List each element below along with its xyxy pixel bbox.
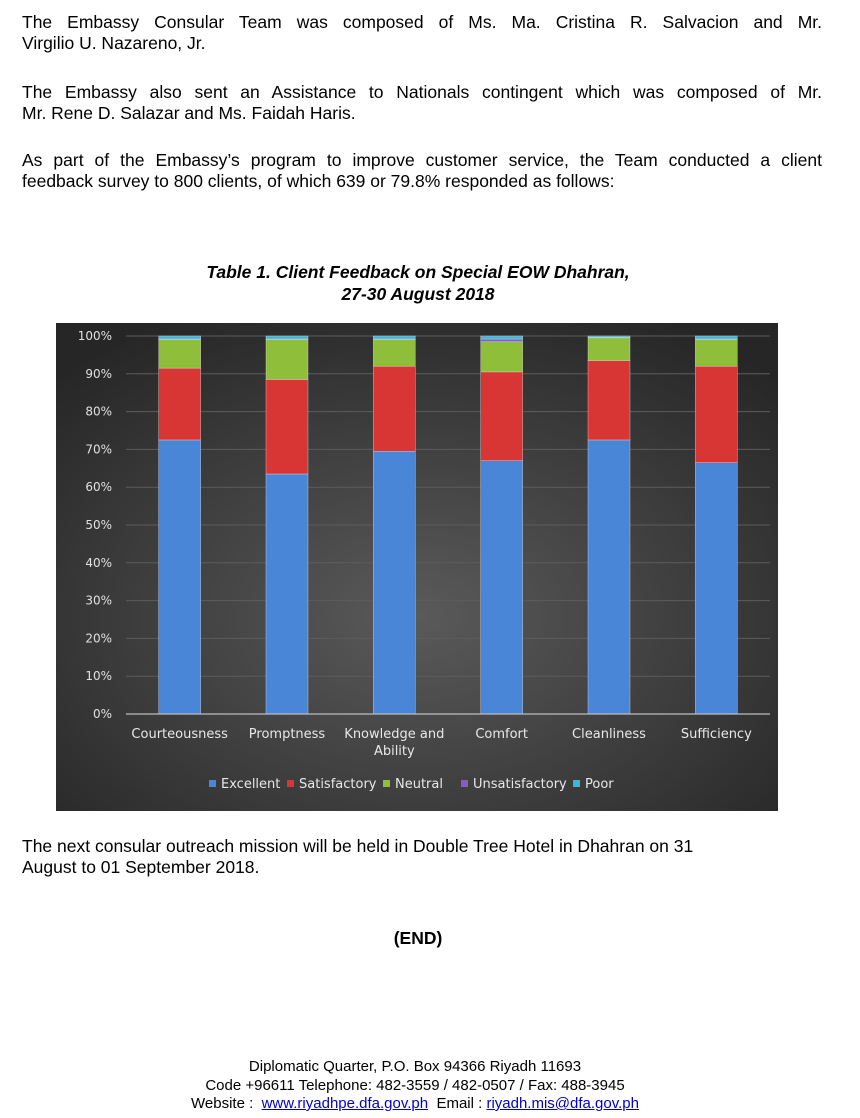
y-tick-label: 80% xyxy=(85,404,112,419)
x-tick-label: Cleanliness xyxy=(572,727,646,742)
paragraph-line: The next consular outreach mission will be held in Double Tree Hotel in Dhahran on 31 xyxy=(22,836,694,856)
bar-segment xyxy=(588,336,630,338)
paragraph-feedback-survey xyxy=(22,150,822,192)
bar-segment xyxy=(481,342,523,372)
bar-segment xyxy=(695,463,737,714)
legend-label: Poor xyxy=(585,777,614,792)
y-tick-label: 0% xyxy=(92,707,112,721)
y-tick-label: 30% xyxy=(85,593,112,608)
table-caption-line2: 27-30 August 2018 xyxy=(341,284,495,304)
legend-label: Unsatisfactory xyxy=(473,777,567,792)
y-tick-label: 60% xyxy=(85,480,112,495)
footer-address: Diplomatic Quarter, P.O. Box 94366 Riyadh 11693 xyxy=(248,1058,582,1075)
bar-segment xyxy=(481,372,523,461)
y-tick-label: 10% xyxy=(85,669,112,684)
website-link[interactable]: www.riyadhpe.dfa.gov.ph xyxy=(261,1095,429,1112)
y-tick-label: 40% xyxy=(85,555,112,570)
bar-segment xyxy=(373,340,415,366)
legend-label: Excellent xyxy=(221,777,281,792)
email-label: Email : xyxy=(436,1095,483,1112)
chart-svg xyxy=(56,323,778,811)
website-label: Website : xyxy=(191,1095,254,1112)
y-tick-label: 50% xyxy=(85,518,112,532)
legend-label: Satisfactory xyxy=(299,777,377,792)
footer-contact xyxy=(0,1095,830,1113)
bar-segment xyxy=(159,440,201,714)
bar-segment xyxy=(266,340,308,380)
bar-segment xyxy=(266,379,308,474)
bar-segment xyxy=(481,336,523,339)
bar-segment xyxy=(695,336,737,339)
paragraph-line: feedback survey to 800 clients, of which 639 or 79.8% responded as follows: xyxy=(22,171,615,191)
paragraph-assistance-nationals xyxy=(22,82,822,124)
x-tick-label: Sufficiency xyxy=(680,727,752,742)
bar-segment xyxy=(481,461,523,714)
paragraph-line: August to 01 September 2018. xyxy=(22,857,260,877)
bar-segment xyxy=(695,366,737,462)
x-tick-label: Comfort xyxy=(475,727,529,742)
y-tick-label: 70% xyxy=(85,442,112,457)
legend-swatch xyxy=(573,780,580,787)
paragraph-line: Virgilio U. Nazareno, Jr. xyxy=(22,33,206,53)
x-tick-label: Knowledge and xyxy=(344,727,445,742)
paragraph-line: The Embassy also sent an Assistance to Nationals contingent which was composed of Mr. xyxy=(22,82,822,102)
paragraph-line: The Embassy Consular Team was composed of Ms. Ma. Cristina R. Salvacion and Mr. xyxy=(22,12,822,32)
bar-segment xyxy=(373,336,415,339)
x-tick-label: Promptness xyxy=(248,727,326,742)
legend-swatch xyxy=(383,780,390,787)
bar-segment xyxy=(159,340,201,368)
legend-label: Neutral xyxy=(395,777,443,792)
x-tick-label: Courteousness xyxy=(131,727,228,742)
paragraph-next-mission xyxy=(22,836,822,878)
bar-segment xyxy=(159,336,201,339)
x-tick-label: Ability xyxy=(373,744,415,759)
bar-segment xyxy=(588,338,630,361)
bar-segment xyxy=(481,339,523,342)
end-mark: (END) xyxy=(393,928,443,948)
y-tick-label: 90% xyxy=(85,366,112,381)
legend xyxy=(209,777,614,792)
legend-swatch xyxy=(461,780,468,787)
bar-segment xyxy=(266,474,308,714)
feedback-chart xyxy=(56,323,778,811)
legend-swatch xyxy=(209,780,216,787)
y-tick-label: 20% xyxy=(85,631,112,646)
paragraph-line: As part of the Embassy’s program to improve customer service, the Team conducted a client xyxy=(22,150,822,170)
bar-segment xyxy=(159,368,201,440)
email-link[interactable]: riyadh.mis@dfa.gov.ph xyxy=(486,1095,639,1112)
bar-segment xyxy=(588,440,630,714)
bar-segment xyxy=(373,451,415,714)
bar-segment xyxy=(695,340,737,366)
legend-swatch xyxy=(287,780,294,787)
footer-phone: Code +96611 Telephone: 482-3559 / 482-0507 / Fax: 488-3945 xyxy=(205,1077,625,1094)
y-tick-label: 100% xyxy=(77,329,112,343)
table-caption-line1: Table 1. Client Feedback on Special EOW Dhahran, xyxy=(206,262,630,282)
bar-segment xyxy=(588,361,630,440)
bar-segment xyxy=(266,336,308,339)
paragraph-consular-team xyxy=(22,12,822,54)
bar-segment xyxy=(373,366,415,451)
paragraph-line: Mr. Rene D. Salazar and Ms. Faidah Haris. xyxy=(22,103,356,123)
